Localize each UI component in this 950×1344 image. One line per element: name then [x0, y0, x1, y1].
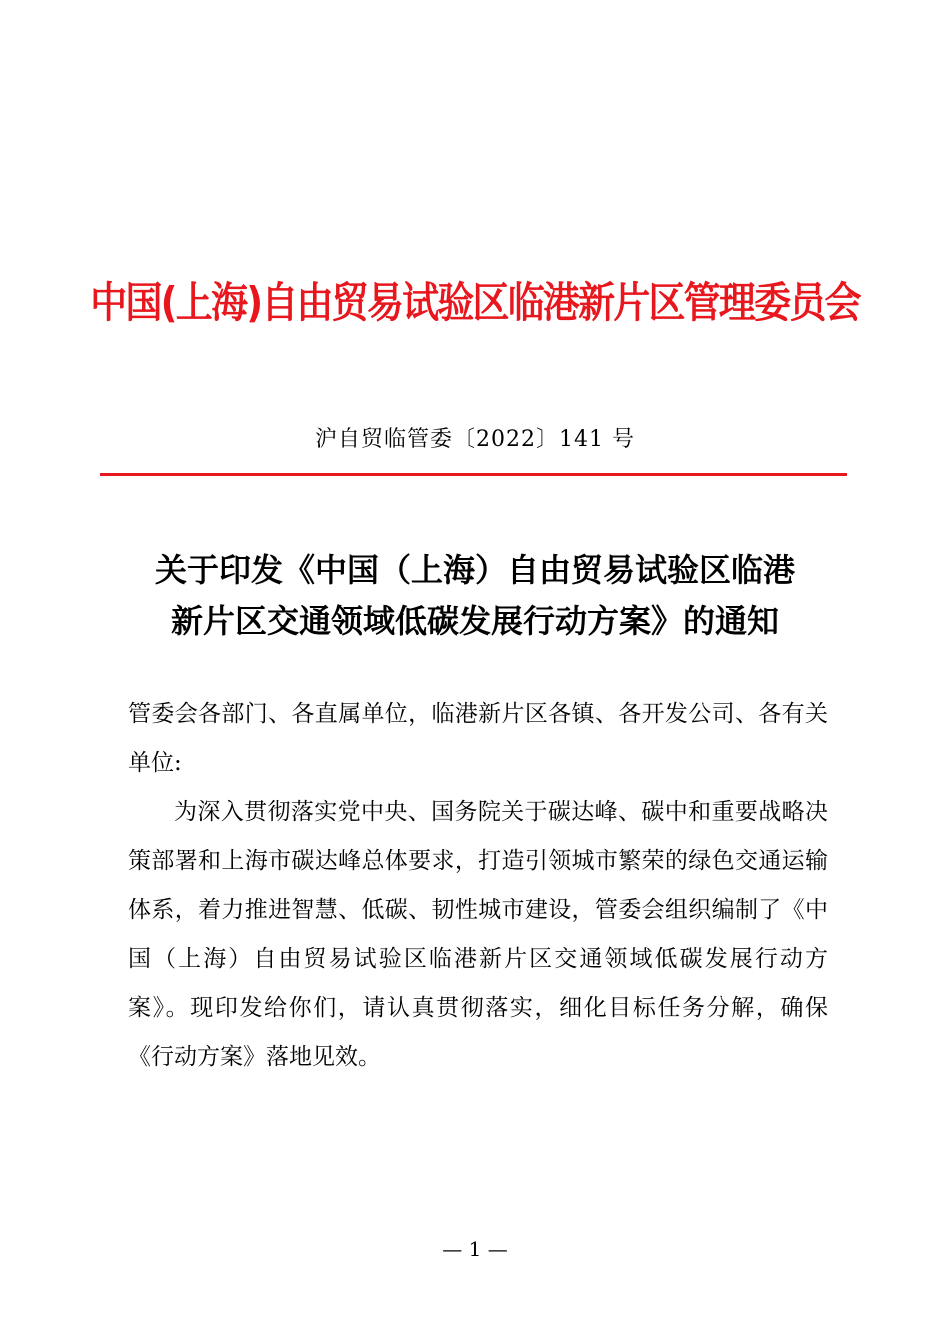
page-number: — 1 —	[442, 1237, 508, 1261]
document-title	[100, 545, 850, 647]
title-line-2: 新片区交通领域低碳发展行动方案》的通知	[170, 602, 779, 640]
red-divider	[100, 473, 847, 476]
recipients-paragraph: 管委会各部门、各直属单位，临港新片区各镇、各开发公司、各有关单位:	[128, 701, 828, 776]
title-line-1: 关于印发《中国（上海）自由贸易试验区临港	[154, 551, 795, 589]
body-paragraph: 为深入贯彻落实党中央、国务院关于碳达峰、碳中和重要战略决策部署和上海市碳达峰总体要求，打造引领城市繁荣的绿色交通运输体系，着力推进智慧、低碳、韧性城市建设，管委会组织编制了《中国（上海）自由贸易试验区临港新片区交通领域低碳发展行动方案》。现印发给你们，请认真贯彻落实，细化目标任务分解，确保《行动方案》落地见效。	[128, 799, 828, 1070]
document-body	[128, 690, 828, 1082]
document-number: 沪自贸临管委〔2022〕141 号	[315, 427, 635, 452]
issuer-header: 中国(上海)自由贸易试验区临港新片区管理委员会	[90, 278, 860, 327]
